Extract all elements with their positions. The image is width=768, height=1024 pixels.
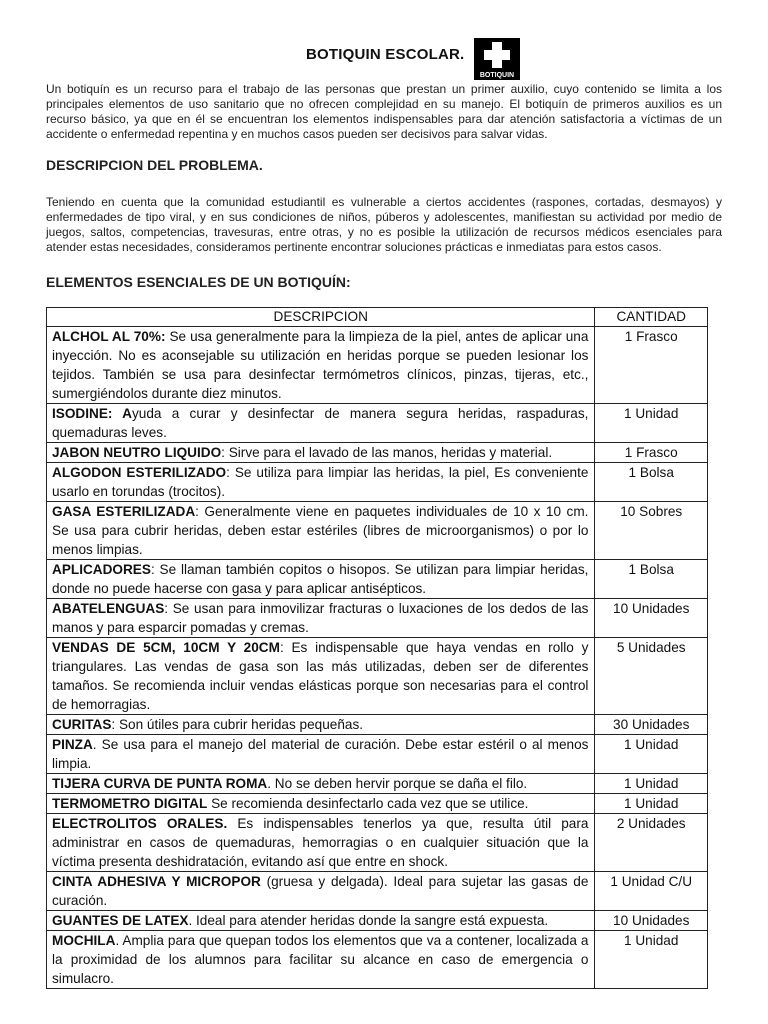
item-quantity: 1 Frasco <box>595 443 708 463</box>
item-quantity: 10 Sobres <box>595 502 708 560</box>
item-quantity: 1 Unidad <box>595 931 708 989</box>
table-row <box>47 638 708 715</box>
item-description-cell <box>47 872 595 911</box>
item-description-cell <box>47 814 595 872</box>
item-quantity: 1 Unidad <box>595 794 708 814</box>
table-row <box>47 931 708 989</box>
item-text: . Ideal para atender heridas donde la sangre está expuesta. <box>188 913 549 928</box>
item-quantity: 1 Frasco <box>595 327 708 404</box>
table-row <box>47 327 708 404</box>
column-header-description: DESCRIPCION <box>47 308 595 327</box>
page-title: BOTIQUIN ESCOLAR. <box>306 46 465 63</box>
table-row <box>47 715 708 735</box>
item-name: TERMOMETRO DIGITAL <box>52 796 208 811</box>
table-row <box>47 502 708 560</box>
item-name: ALGODON ESTERILIZADO <box>52 465 227 480</box>
item-description-cell <box>47 327 595 404</box>
intro-paragraph: Un botiquín es un recurso para el trabajo de las personas que prestan un primer auxilio, cuyo contenido se limita a los principales elementos de uso sanitario que no ofrecen complejidad en su manejo. El botiquín de primeros auxilios es un recurso básico, ya que en él se encuentran los elementos indispensables para dar atención satisfactoria a víctimas de un accidente o enfermedad repentina y en muchos casos pueden ser decisivos para salvar vidas. <box>46 82 722 141</box>
table-row <box>47 443 708 463</box>
item-quantity: 30 Unidades <box>595 715 708 735</box>
item-description-cell <box>47 502 595 560</box>
item-text: : Sirve para el lavado de las manos, heridas y material. <box>221 445 553 460</box>
table-row <box>47 794 708 814</box>
item-quantity: 1 Bolsa <box>595 560 708 599</box>
item-text: : Se utiliza para limpiar las heridas, la piel, Es conveniente usarlo en torundas (trocitos). <box>52 465 589 499</box>
item-description-cell <box>47 404 595 443</box>
item-name: VENDAS DE 5CM, 10CM Y 20CM <box>52 640 280 655</box>
table-row <box>47 774 708 794</box>
item-description-cell <box>47 911 595 931</box>
elements-heading: ELEMENTOS ESENCIALES DE UN BOTIQUÍN: <box>46 274 351 290</box>
item-quantity: 5 Unidades <box>595 638 708 715</box>
item-quantity: 1 Unidad <box>595 774 708 794</box>
table-row <box>47 814 708 872</box>
item-description-cell <box>47 735 595 774</box>
item-quantity: 2 Unidades <box>595 814 708 872</box>
item-quantity: 10 Unidades <box>595 599 708 638</box>
item-name: ABATELENGUAS <box>52 601 165 616</box>
item-description-cell <box>47 715 595 735</box>
item-name: ISODINE: A <box>52 406 132 421</box>
item-name: TIJERA CURVA DE PUNTA ROMA <box>52 776 268 791</box>
table-row <box>47 560 708 599</box>
title-row <box>0 38 768 82</box>
item-name: PINZA <box>52 737 93 752</box>
item-text: : Generalmente viene en paquetes individuales de 10 x 10 cm. Se usa para cubrir heridas, deben estar estériles (libres de microorganismos) o por lo menos limpias. <box>52 504 589 557</box>
item-quantity: 1 Bolsa <box>595 463 708 502</box>
table-row <box>47 463 708 502</box>
item-name: APLICADORES <box>52 562 151 577</box>
item-text: yuda a curar y desinfectar de manera segura heridas, raspaduras, quemaduras leves. <box>52 406 589 440</box>
item-description-cell <box>47 774 595 794</box>
item-text: : Se usan para inmovilizar fracturas o luxaciones de los dedos de las manos y para esparcir pomadas y cremas. <box>52 601 589 635</box>
first-aid-logo <box>474 38 520 80</box>
item-text: (gruesa y delgada). Ideal para sujetar las gasas de curación. <box>52 874 589 908</box>
item-name: CURITAS <box>52 717 112 732</box>
item-text: . Se usa para el manejo del material de curación. Debe estar estéril o al menos limpia. <box>52 737 589 771</box>
item-name: GUANTES DE LATEX <box>52 913 189 928</box>
item-text: : Es indispensable que haya vendas en rollo y triangulares. Las vendas de gasa son las más utilizadas, deben ser de diferentes tamaños. Se recomienda incluir vendas elásticas porque son necesarias para el control de hemorragias. <box>52 640 589 712</box>
item-text: . Amplia para que quepan todos los elementos que va a contener, localizada a la proximidad de los alumnos para facilitar su alcance en caso de emergencia o simulacro. <box>52 933 589 986</box>
item-name: ELECTROLITOS ORALES. <box>52 816 228 831</box>
table-row <box>47 735 708 774</box>
item-description-cell <box>47 794 595 814</box>
table-header-row <box>47 308 708 327</box>
white-cross-icon <box>474 38 520 80</box>
problem-paragraph: Teniendo en cuenta que la comunidad estudiantil es vulnerable a ciertos accidentes (raspones, cortadas, desmayos) y enfermedades de tipo viral, y en sus condiciones de niños, púberos y adolescentes, manifiestan su actividad por medio de juegos, saltos, competencias, travesuras, entre otras, y no es posible la utilización de recursos médicos esenciales para atender estas necesidades, consideramos pertinente encontrar soluciones prácticas e inmediatas para estos casos. <box>46 195 722 254</box>
item-quantity: 1 Unidad <box>595 404 708 443</box>
item-text: . No se deben hervir porque se daña el filo. <box>267 776 528 791</box>
item-name: CINTA ADHESIVA Y MICROPOR <box>52 874 261 889</box>
table-row <box>47 404 708 443</box>
item-name: MOCHILA <box>52 933 116 948</box>
item-description-cell <box>47 638 595 715</box>
column-header-quantity: CANTIDAD <box>595 308 708 327</box>
item-description-cell <box>47 599 595 638</box>
item-description-cell <box>47 931 595 989</box>
item-text: Se recomienda desinfectarlo cada vez que se utilice. <box>207 796 529 811</box>
item-quantity: 1 Unidad <box>595 735 708 774</box>
table-row <box>47 872 708 911</box>
problem-heading: DESCRIPCION DEL PROBLEMA. <box>46 157 263 173</box>
item-text: : Son útiles para cubrir heridas pequeñas. <box>111 717 364 732</box>
item-text: Es indispensables tenerlos ya que, resulta útil para administrar en casos de quemaduras, hemorragias o en cualquier situación que la víctima presenta deshidratación, evitando así que entre en shock. <box>52 816 589 869</box>
table-row <box>47 911 708 931</box>
item-name: ALCHOL AL 70%: <box>52 329 166 344</box>
item-description-cell <box>47 560 595 599</box>
item-quantity: 1 Unidad C/U <box>595 872 708 911</box>
elements-table <box>46 307 708 989</box>
item-text: : Se llaman también copitos o hisopos. Se utilizan para limpiar heridas, donde no puede hacerse con gasa y para aplicar antisépticos. <box>52 562 589 596</box>
item-quantity: 10 Unidades <box>595 911 708 931</box>
item-description-cell <box>47 443 595 463</box>
item-name: GASA ESTERILIZADA <box>52 504 196 519</box>
item-name: JABON NEUTRO LIQUIDO <box>52 445 222 460</box>
logo-label: BOTIQUIN <box>479 72 515 79</box>
item-text: Se usa generalmente para la limpieza de la piel, antes de aplicar una inyección. No es aconsejable su utilización en heridas porque se pueden lesionar los tejidos. También se usa para desinfectar termómetros clínicos, pinzas, tijeras, etc., sumergiéndolos durante diez minutos. <box>52 329 589 401</box>
table-row <box>47 599 708 638</box>
item-description-cell <box>47 463 595 502</box>
